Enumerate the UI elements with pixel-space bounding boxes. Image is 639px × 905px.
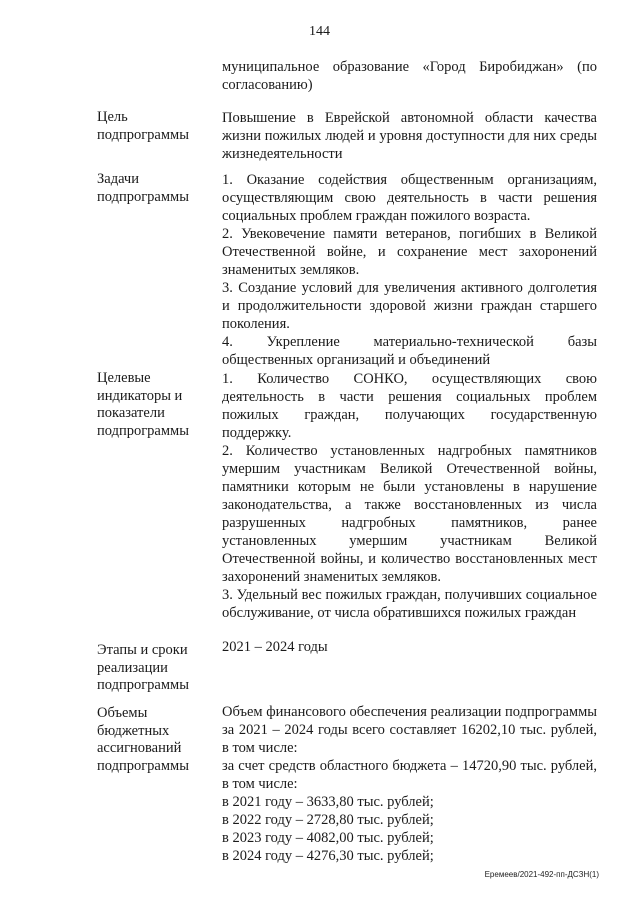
section-budget-label: Объемы бюджетных ассигнований подпрограммы xyxy=(97,705,189,774)
section-budget-content xyxy=(222,703,597,865)
section-tasks-content xyxy=(222,171,597,369)
task-item: 1. Оказание содействия общественным организациям, осуществляющим свою деятельность в части решения социальных проблем граждан пожилого возраста. xyxy=(222,172,597,224)
section-indicators-content xyxy=(222,370,597,622)
timeline-paragraph: 2021 – 2024 годы xyxy=(222,639,328,655)
section-indicators-label: Целевые индикаторы и показатели подпрограммы xyxy=(97,370,189,439)
section-timeline-label: Этапы и сроки реализации подпрограммы xyxy=(97,642,189,694)
indicator-item: 1. Количество СОНКО, осуществляющих свою деятельность в части решения социальных проблем пожилых граждан, получающих государственную поддержку. xyxy=(222,371,597,441)
section-goal-label: Цель подпрограммы xyxy=(97,109,189,143)
indicator-item: 2. Количество установленных надгробных памятников умершим участникам Великой Отечественной войны, памятники которым не были установлены в нарушение законодательства, а также восстановленных из числа разрушенных надгробных памятников, ранее установленных умершим участникам Великой Отечественной войны, и количество восстановленных мест захоронений знаменитых земляков. xyxy=(222,443,597,585)
task-item: 4. Укрепление материально-технической базы общественных организаций и объединений xyxy=(222,334,597,368)
page-number: 144 xyxy=(309,24,330,39)
section-tasks-label: Задачи подпрограммы xyxy=(97,171,189,205)
task-item: 3. Создание условий для увеличения активного долголетия и продолжительности здоровой жизни граждан старшего поколения. xyxy=(222,280,597,332)
budget-year-line: в 2022 году – 2728,80 тыс. рублей; xyxy=(222,812,434,828)
task-item: 2. Увековечение памяти ветеранов, погибших в Великой Отечественной войне, и сохранение мест захоронений знаменитых земляков. xyxy=(222,226,597,278)
budget-paragraph: Объем финансового обеспечения реализации подпрограммы за 2021 – 2024 годы всего составляет 16202,10 тыс. рублей, в том числе: xyxy=(222,704,597,756)
budget-year-line: в 2023 году – 4082,00 тыс. рублей; xyxy=(222,830,434,846)
goal-paragraph: Повышение в Еврейской автономной области качества жизни пожилых людей и уровня доступности для них среды жизнедеятельности xyxy=(222,110,597,162)
budget-year-line: в 2021 году – 3633,80 тыс. рублей; xyxy=(222,794,434,810)
continuation-paragraph: муниципальное образование «Город Биробиджан» (по согласованию) xyxy=(222,59,597,93)
section-timeline-content xyxy=(222,638,597,656)
indicator-item: 3. Удельный вес пожилых граждан, получивших социальное обслуживание, от числа обратившихся пожилых граждан xyxy=(222,587,597,621)
budget-paragraph: за счет средств областного бюджета – 14720,90 тыс. рублей, в том числе: xyxy=(222,758,597,792)
continuation-text xyxy=(222,58,597,94)
document-footer-code: Еремеев/2021-492-пп-ДСЗН(1) xyxy=(484,870,599,879)
section-goal-content xyxy=(222,109,597,163)
budget-year-line: в 2024 году – 4276,30 тыс. рублей; xyxy=(222,848,434,864)
